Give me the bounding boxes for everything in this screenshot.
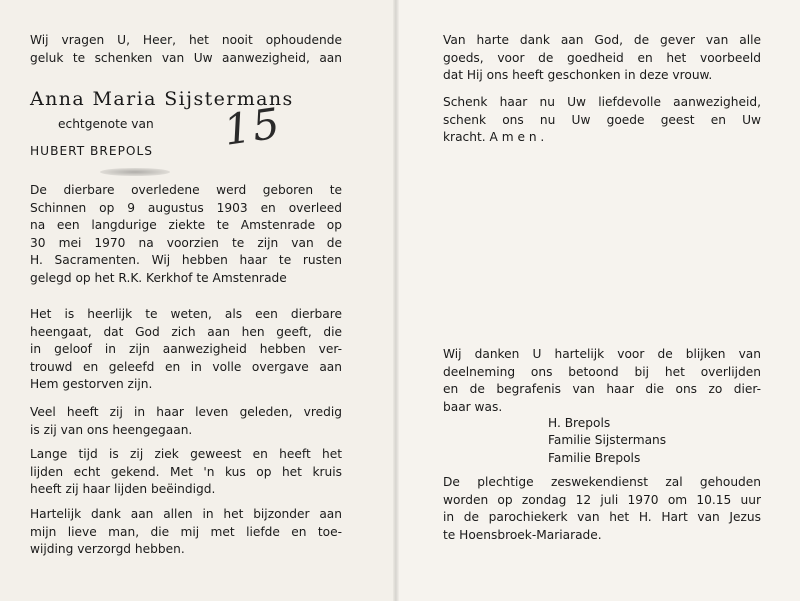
text-line: Schenk haar nu Uw liefdevolle aanwezigheid, [443, 95, 761, 109]
illness-paragraph [30, 446, 342, 499]
text-line: te Hoensbroek-Mariarade. [443, 527, 602, 542]
text-line: 30 mei 1970 na voorzien te zijn van de [30, 235, 342, 250]
text-line: trouwd en geleefd en in volle overgave aan [30, 359, 342, 374]
signature-line: H. Brepols [548, 416, 611, 430]
text-line: H. Sacramenten. Wij hebben haar te rusten [30, 253, 342, 268]
center-fold [393, 0, 399, 601]
text-line: De plechtige zeswekendienst zal gehouden [443, 475, 761, 489]
text-line: schenk ons nu Uw goede geest en Uw [443, 112, 761, 127]
text-line: Het is heerlijk te weten, als een dierbare [30, 307, 342, 321]
text-line: na een langdurige ziekte te Amstenrade op [30, 218, 342, 233]
opening-prayer [30, 32, 342, 67]
text-line: lijden echt gekend. Met 'n kus op het kruis [30, 464, 342, 479]
memorial-service-notice [443, 474, 761, 544]
text-line: Veel heeft zij in haar leven geleden, vredig [30, 405, 342, 419]
acknowledgement [443, 346, 761, 416]
signature-line: Familie Sijstermans [548, 433, 667, 447]
text-line: dat Hij ons heeft geschonken in deze vrouw. [443, 68, 713, 83]
text-line: Wij vragen U, Heer, het nooit ophoudende [30, 33, 342, 47]
spouse-label: echtgenote van [58, 117, 154, 131]
closing-prayer [443, 94, 761, 147]
reflection-paragraph [30, 306, 342, 394]
text-line: heeft zij haar lijden beëindigd. [30, 482, 216, 497]
text-line: Van harte dank aan God, de gever van alle [443, 33, 761, 47]
biography [30, 182, 342, 288]
text-line: en de begrafenis van haar die ons zo dier- [443, 382, 761, 397]
thanks-to-god [443, 32, 761, 85]
text-line: De dierbare overledene werd geboren te [30, 183, 342, 197]
text-line: goeds, voor de goedheid en het voorbeeld [443, 50, 761, 65]
text-line: in de parochiekerk van het H. Hart van Jezus [443, 510, 761, 525]
signature-line: Familie Brepols [548, 451, 641, 465]
text-line: Hem gestorven zijn. [30, 377, 153, 392]
text-line: Hartelijk dank aan allen in het bijzonder aan [30, 507, 342, 521]
text-line: in geloof in zijn aanwezigheid hebben ver- [30, 342, 342, 357]
ink-smudge [100, 168, 170, 176]
text-line: gelegd op het R.K. Kerkhof te Amstenrade [30, 270, 287, 285]
text-line: deelneming ons betoond bij het overlijden [443, 364, 761, 379]
text-line: geluk te schenken van Uw aanwezigheid, aan [30, 50, 342, 65]
spouse-name: HUBERT BREPOLS [30, 144, 154, 158]
handwritten-number: 15 [220, 98, 285, 155]
deceased-name: Anna Maria Sijstermans [30, 88, 294, 110]
text-line: Lange tijd is zij ziek geweest en heeft het [30, 447, 342, 461]
text-line: is zij van ons heengegaan. [30, 422, 193, 437]
text-line: Wij danken U hartelijk voor de blijken van [443, 347, 761, 361]
gratitude-paragraph [30, 506, 342, 559]
text-line: heengaat, dat God zich aan hen geeft, die [30, 324, 342, 339]
text-line: mijn lieve man, die mij met liefde en toe- [30, 524, 342, 539]
text-line: worden op zondag 12 juli 1970 om 10.15 uur [443, 492, 761, 507]
text-line: baar was. [443, 399, 503, 414]
suffering-paragraph [30, 404, 342, 439]
text-line: kracht. A m e n . [443, 130, 545, 145]
text-line: Schinnen op 9 augustus 1903 en overleed [30, 200, 342, 215]
text-line: wijding verzorgd hebben. [30, 542, 185, 557]
